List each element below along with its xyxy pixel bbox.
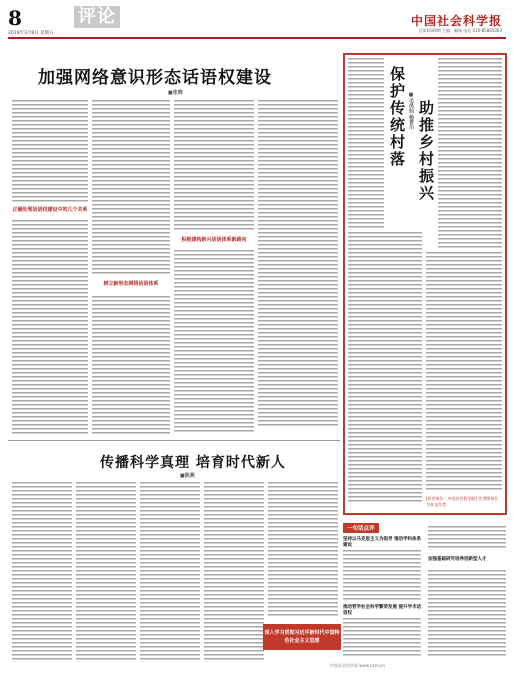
feature-text-col-top xyxy=(438,58,502,248)
briefs-tag: 一句话点评 xyxy=(343,523,379,533)
section-divider xyxy=(8,440,340,441)
section-label: 评论 xyxy=(74,6,120,28)
feature-text-col-right xyxy=(426,252,502,492)
feature-byline: ■毛凤仙 杨晋川 xyxy=(408,92,414,130)
paper-name: 中国社会科学报 xyxy=(410,14,502,28)
feature-text-col-left xyxy=(348,232,422,504)
bottom-article-text-col3 xyxy=(140,482,200,660)
issue-date: 2019年3月8日 星期五 xyxy=(8,31,54,36)
header-rule xyxy=(8,37,506,39)
brief-item-2: 推动哲学社会科学繁荣发展 提升学术话语权 xyxy=(343,605,422,616)
main-article-text-col1a xyxy=(12,100,88,202)
bottom-article-text-col2 xyxy=(76,482,136,660)
bottom-article-text-col5 xyxy=(268,482,338,616)
main-article-text-col3b xyxy=(174,250,254,434)
main-article-title: 加强网络意识形态话语权建设 xyxy=(38,68,272,88)
page-number: 8 xyxy=(8,6,22,30)
footer-text: 中国社会科学网 www.cssn.cn xyxy=(330,663,385,668)
feature-title-1: 保护传统村落 xyxy=(388,66,406,168)
brief-text-3a xyxy=(428,526,506,550)
feature-text-intro xyxy=(348,58,384,228)
bottom-article-text-col4 xyxy=(204,482,264,660)
main-article-subhead-1: 正确处理话语权建设中的几个关系 xyxy=(12,207,88,213)
feature-author-note: (作者单位：中国社会科学院) 作者附单位为本文作者 xyxy=(426,496,499,507)
main-article-subhead-3: 积极建构新兴话语体系新路向 xyxy=(181,237,247,243)
header-info: 总第1649期 主编：邮箱 电话 010-85885063 xyxy=(418,28,502,33)
brief-item-1: 坚持以马克思主义为指导 推动学科体系建设 xyxy=(343,537,422,548)
brief-text-2 xyxy=(343,618,421,658)
feature-title-2: 助推乡村振兴 xyxy=(417,100,435,202)
brief-item-3: 加强基础研究培养创新型人才 xyxy=(428,557,487,562)
bottom-article-title: 传播科学真理 培育时代新人 xyxy=(100,455,286,471)
bottom-article-byline: ■陈燕 xyxy=(180,473,195,479)
main-article-text-col4 xyxy=(258,100,338,426)
bottom-article-text-col1 xyxy=(12,482,72,660)
main-article-text-col2b xyxy=(92,296,170,434)
brief-text-3b xyxy=(428,570,506,658)
theme-banner: 深入学习贯彻习近平新时代中国特色社会主义思想 xyxy=(263,624,341,650)
main-article-text-col1b xyxy=(12,220,88,434)
main-article-byline: ■张晓 xyxy=(168,90,183,96)
main-article-text-col3a xyxy=(174,100,254,230)
main-article-text-col2a xyxy=(92,100,170,276)
brief-text-1 xyxy=(343,550,421,600)
main-article-subhead-2: 树立新形态网络话语体系 xyxy=(103,281,159,287)
